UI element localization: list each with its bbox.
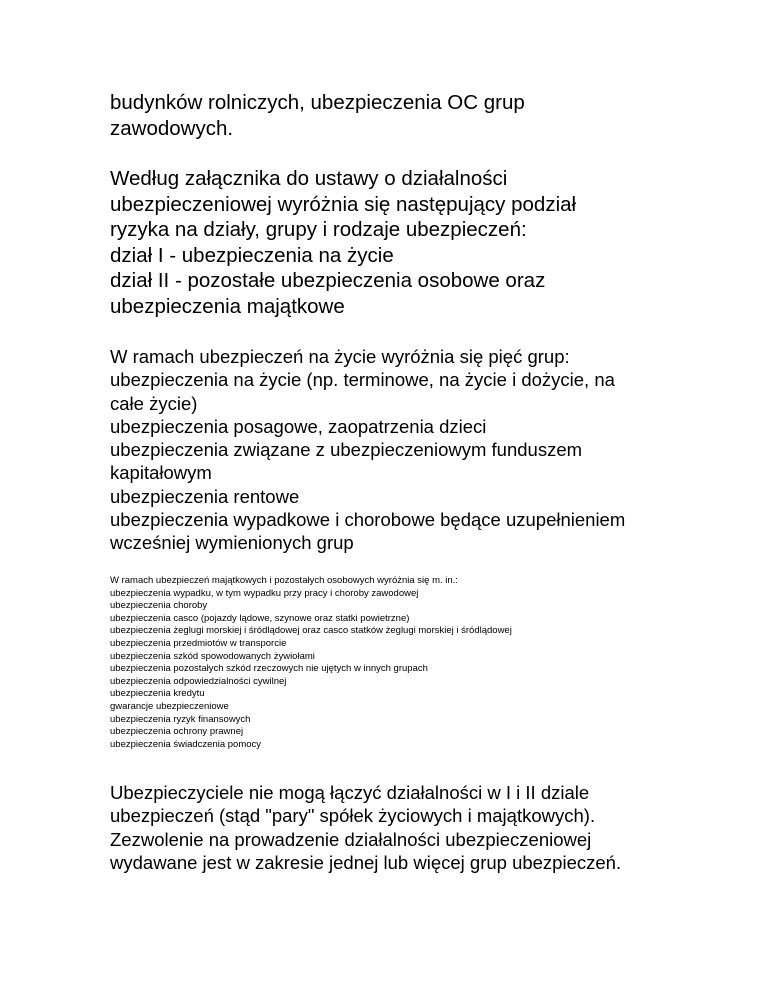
text-line: ubezpieczeń (stąd "pary" spółek życiowych i majątkowych). (110, 805, 596, 827)
text-line: ubezpieczenia ryzyk finansowych (110, 713, 251, 725)
text-line: ubezpieczenia casco (pojazdy lądowe, szynowe oraz statki powietrzne) (110, 612, 410, 624)
text-line: ubezpieczenia przedmiotów w transporcie (110, 637, 287, 649)
text-line: ubezpieczenia żeglugi morskiej i śródlądowej oraz casco statków żeglugi morskiej i śródlądowej (110, 625, 512, 637)
text-line: budynków rolniczych, ubezpieczenia OC grup (110, 91, 525, 114)
divisions-paragraph (110, 166, 576, 319)
text-line: ryzyka na działy, grupy i rodzaje ubezpieczeń: (110, 218, 527, 241)
text-line: całe życie) (110, 392, 198, 414)
text-line: wydawane jest w zakresie jednej lub więcej grup ubezpieczeń. (110, 851, 622, 873)
text-line: ubezpieczenia na życie (np. terminowe, na życie i dożycie, na (110, 369, 615, 391)
text-line: zawodowych. (110, 116, 234, 140)
text-line: ubezpieczeniowej wyróżnia się następujący podział (110, 192, 577, 216)
text-line: ubezpieczenia kredytu (110, 688, 205, 700)
text-line: ubezpieczenia świadczenia pomocy (110, 738, 262, 750)
text-line: ubezpieczenia majątkowe (110, 294, 345, 318)
text-line: dział I - ubezpieczenia na życie (110, 243, 394, 267)
text-line: Zezwolenie na prowadzenie działalności ubezpieczeniowej (110, 828, 592, 850)
text-line: ubezpieczenia wypadkowe i chorobowe będące uzupełnieniem (110, 509, 626, 531)
closing-paragraph (110, 781, 621, 874)
text-line: ubezpieczenia związane z ubezpieczeniowym funduszem (110, 439, 583, 461)
text-line: W ramach ubezpieczeń majątkowych i pozostałych osobowych wyróżnia się m. in.: (110, 575, 458, 586)
text-line: wcześniej wymienionych grup (110, 532, 354, 554)
text-line: ubezpieczenia choroby (110, 600, 208, 612)
text-line: ubezpieczenia ochrony prawnej (110, 726, 244, 738)
text-line: Według załącznika do ustawy o działalności (110, 167, 508, 190)
text-line: ubezpieczenia szkód spowodowanych żywiołami (110, 650, 315, 662)
text-line: W ramach ubezpieczeń na życie wyróżnia się pięć grup: (110, 346, 570, 367)
text-line: ubezpieczenia rentowe (110, 485, 300, 507)
text-line: gwarancje ubezpieczeniowe (110, 700, 229, 712)
text-line: Ubezpieczyciele nie mogą łączyć działalności w I i II dziale (110, 782, 590, 803)
text-line: ubezpieczenia odpowiedzialności cywilnej (110, 675, 287, 687)
life-groups-paragraph (110, 345, 625, 555)
text-line: dział II - pozostałe ubezpieczenia osobowe oraz (110, 269, 546, 292)
property-groups-list (110, 575, 512, 751)
text-line: kapitałowym (110, 462, 212, 484)
text-line: ubezpieczenia posagowe, zaopatrzenia dzieci (110, 415, 487, 437)
text-line: ubezpieczenia pozostałych szkód rzeczowych nie ujętych w innych grupach (110, 663, 428, 675)
intro-paragraph (110, 90, 525, 141)
text-line: ubezpieczenia wypadku, w tym wypadku przy pracy i choroby zawodowej (110, 587, 419, 599)
